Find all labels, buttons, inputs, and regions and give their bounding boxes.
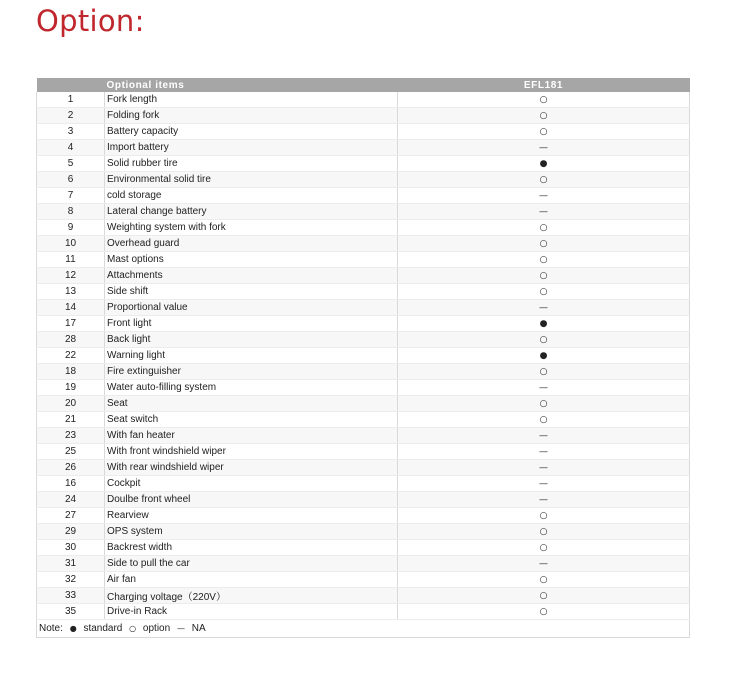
option-circle-icon: ○ [539, 335, 548, 345]
row-status-cell [398, 316, 690, 332]
table-row [37, 364, 690, 380]
table-row [37, 316, 690, 332]
table-row [37, 572, 690, 588]
row-status-cell [398, 140, 690, 156]
row-number: 25 [37, 444, 105, 460]
table-row [37, 252, 690, 268]
row-number: 8 [37, 204, 105, 220]
row-number: 24 [37, 492, 105, 508]
row-item-name: Drive-in Rack [105, 604, 398, 620]
row-number: 32 [37, 572, 105, 588]
table-row [37, 476, 690, 492]
na-dash-icon: — [539, 303, 548, 313]
na-dash-icon: — [539, 207, 548, 217]
row-number: 27 [37, 508, 105, 524]
table-row [37, 300, 690, 316]
row-item-name: Water auto-filling system [105, 380, 398, 396]
row-item-name: Attachments [105, 268, 398, 284]
row-status-cell [398, 236, 690, 252]
option-circle-icon: ○ [539, 575, 548, 585]
table-row [37, 172, 690, 188]
row-item-name: Battery capacity [105, 124, 398, 140]
row-number: 10 [37, 236, 105, 252]
option-circle-icon: ○ [539, 111, 548, 121]
table-row [37, 412, 690, 428]
row-number: 29 [37, 524, 105, 540]
table-row [37, 556, 690, 572]
option-circle-icon: ○ [539, 607, 548, 617]
row-item-name: Proportional value [105, 300, 398, 316]
row-status-cell [398, 540, 690, 556]
row-item-name: Overhead guard [105, 236, 398, 252]
row-number: 35 [37, 604, 105, 620]
row-item-name: cold storage [105, 188, 398, 204]
table-row [37, 92, 690, 108]
row-item-name: Back light [105, 332, 398, 348]
row-status-cell [398, 348, 690, 364]
option-circle-icon: ○ [539, 223, 548, 233]
row-item-name: Solid rubber tire [105, 156, 398, 172]
row-status-cell [398, 364, 690, 380]
row-status-cell [398, 172, 690, 188]
row-number: 2 [37, 108, 105, 124]
table-row [37, 540, 690, 556]
table-row [37, 204, 690, 220]
row-status-cell [398, 396, 690, 412]
row-number: 23 [37, 428, 105, 444]
row-number: 11 [37, 252, 105, 268]
row-item-name: Mast options [105, 252, 398, 268]
table-row [37, 444, 690, 460]
standard-dot-icon: ● [539, 319, 548, 329]
row-status-cell [398, 444, 690, 460]
row-number: 30 [37, 540, 105, 556]
table-row [37, 188, 690, 204]
row-number: 33 [37, 588, 105, 604]
option-circle-icon: ○ [539, 239, 548, 249]
row-status-cell [398, 300, 690, 316]
table-row [37, 332, 690, 348]
row-item-name: Front light [105, 316, 398, 332]
na-dash-icon: — [539, 191, 548, 201]
na-dash-icon: — [539, 447, 548, 457]
row-status-cell [398, 412, 690, 428]
row-status-cell [398, 428, 690, 444]
header-no [37, 78, 105, 92]
table-row [37, 268, 690, 284]
table-row [37, 524, 690, 540]
option-circle-icon: ○ [539, 127, 548, 137]
na-dash-icon: — [539, 143, 548, 153]
row-item-name: Doulbe front wheel [105, 492, 398, 508]
row-status-cell [398, 220, 690, 236]
header-optional-items: Optional items [105, 78, 398, 92]
option-circle-icon: ○ [539, 175, 548, 185]
table-row [37, 108, 690, 124]
note-option-label: option [142, 623, 171, 634]
row-item-name: Weighting system with fork [105, 220, 398, 236]
option-circle-icon: ○ [539, 511, 548, 521]
row-item-name: With fan heater [105, 428, 398, 444]
row-status-cell [398, 204, 690, 220]
row-status-cell [398, 572, 690, 588]
table-row [37, 460, 690, 476]
row-status-cell [398, 108, 690, 124]
row-number: 22 [37, 348, 105, 364]
row-number: 3 [37, 124, 105, 140]
row-number: 18 [37, 364, 105, 380]
row-item-name: Lateral change battery [105, 204, 398, 220]
table-row [37, 156, 690, 172]
row-item-name: Environmental solid tire [105, 172, 398, 188]
row-status-cell [398, 332, 690, 348]
header-model: EFL181 [398, 78, 690, 92]
row-item-name: With rear windshield wiper [105, 460, 398, 476]
na-dash-icon: — [539, 479, 548, 489]
row-number: 7 [37, 188, 105, 204]
table-row [37, 140, 690, 156]
table-row [37, 508, 690, 524]
row-item-name: Warning light [105, 348, 398, 364]
table-row [37, 124, 690, 140]
row-number: 17 [37, 316, 105, 332]
row-status-cell [398, 92, 690, 108]
row-number: 28 [37, 332, 105, 348]
row-status-cell [398, 156, 690, 172]
row-item-name: Side to pull the car [105, 556, 398, 572]
row-item-name: With front windshield wiper [105, 444, 398, 460]
table-row [37, 588, 690, 604]
note-standard-label: standard [83, 623, 123, 634]
standard-dot-icon: ● [69, 624, 77, 633]
row-item-name: Rearview [105, 508, 398, 524]
table-row [37, 604, 690, 620]
row-number: 4 [37, 140, 105, 156]
table-row [37, 428, 690, 444]
row-status-cell [398, 508, 690, 524]
row-status-cell [398, 556, 690, 572]
row-status-cell [398, 524, 690, 540]
option-circle-icon: ○ [539, 287, 548, 297]
row-item-name: Side shift [105, 284, 398, 300]
page-title: Option: [36, 4, 145, 38]
row-item-name: Folding fork [105, 108, 398, 124]
row-status-cell [398, 492, 690, 508]
row-number: 20 [37, 396, 105, 412]
row-number: 1 [37, 92, 105, 108]
row-item-name: Fire extinguisher [105, 364, 398, 380]
option-circle-icon: ○ [539, 367, 548, 377]
row-item-name: Seat [105, 396, 398, 412]
na-dash-icon: — [539, 463, 548, 473]
row-number: 13 [37, 284, 105, 300]
option-circle-icon: ○ [539, 415, 548, 425]
row-number: 31 [37, 556, 105, 572]
row-number: 19 [37, 380, 105, 396]
table-row [37, 492, 690, 508]
na-dash-icon: — [539, 495, 548, 505]
row-status-cell [398, 476, 690, 492]
row-number: 21 [37, 412, 105, 428]
standard-dot-icon: ● [539, 351, 548, 361]
row-status-cell [398, 252, 690, 268]
table-header-row [37, 78, 690, 92]
option-circle-icon: ○ [539, 255, 548, 265]
row-number: 14 [37, 300, 105, 316]
table-row [37, 220, 690, 236]
option-circle-icon: ○ [539, 95, 548, 105]
row-item-name: Backrest width [105, 540, 398, 556]
row-status-cell [398, 284, 690, 300]
na-dash-icon: — [539, 383, 548, 393]
na-dash-icon: — [539, 559, 548, 569]
row-status-cell [398, 588, 690, 604]
row-status-cell [398, 380, 690, 396]
table-row [37, 236, 690, 252]
row-item-name: Import battery [105, 140, 398, 156]
row-number: 6 [37, 172, 105, 188]
table-row [37, 284, 690, 300]
row-item-name: Air fan [105, 572, 398, 588]
row-number: 5 [37, 156, 105, 172]
table-body [37, 92, 690, 620]
option-circle-icon: ○ [539, 399, 548, 409]
row-status-cell [398, 188, 690, 204]
na-dash-icon: — [176, 624, 185, 633]
na-dash-icon: — [539, 431, 548, 441]
option-circle-icon: ○ [539, 591, 548, 601]
row-item-name: Seat switch [105, 412, 398, 428]
row-number: 9 [37, 220, 105, 236]
table-row [37, 380, 690, 396]
options-table [36, 78, 690, 638]
option-circle-icon: ○ [539, 543, 548, 553]
row-item-name: OPS system [105, 524, 398, 540]
row-number: 12 [37, 268, 105, 284]
note-na-label: NA [191, 623, 206, 634]
option-circle-icon: ○ [539, 271, 548, 281]
table-row [37, 396, 690, 412]
row-status-cell [398, 124, 690, 140]
row-number: 16 [37, 476, 105, 492]
note-cell [37, 620, 690, 638]
row-number: 26 [37, 460, 105, 476]
row-status-cell [398, 268, 690, 284]
row-status-cell [398, 604, 690, 620]
note-row [37, 620, 690, 638]
note-label: Note: [39, 623, 63, 634]
standard-dot-icon: ● [539, 159, 548, 169]
row-item-name: Cockpit [105, 476, 398, 492]
table-row [37, 348, 690, 364]
row-item-name: Fork length [105, 92, 398, 108]
option-circle-icon: ○ [539, 527, 548, 537]
option-circle-icon: ○ [129, 624, 137, 633]
row-status-cell [398, 460, 690, 476]
row-item-name: Charging voltage（220V） [105, 588, 398, 604]
